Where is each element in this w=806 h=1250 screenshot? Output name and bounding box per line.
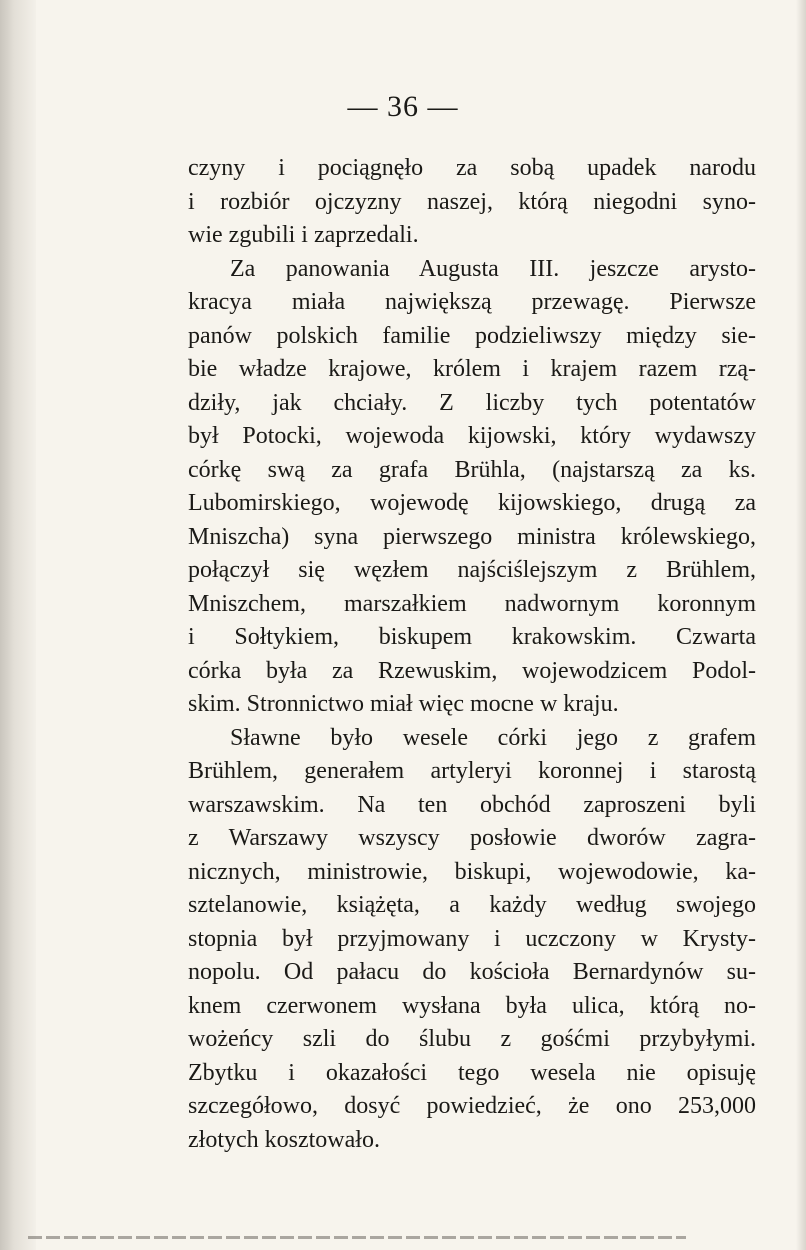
bottom-scan-artifact — [28, 1236, 686, 1239]
text-line: czyny i pociągnęło za sobą upadek narodu — [188, 155, 756, 181]
text-line: szczegółowo, dosyć powiedzieć, że ono 253,000 — [188, 1093, 756, 1119]
text-line: Zbytku i okazałości tego wesela nie opisuję — [188, 1059, 756, 1086]
text-line: kracya miała największą przewagę. Pierwsze — [188, 289, 756, 315]
text-line: Mniszcha) syna pierwszego ministra królewskiego, — [188, 523, 756, 550]
text-line: panów polskich familie podzieliwszy między sie- — [188, 322, 756, 349]
text-line: skim. Stronnictwo miał więc mocne w kraju. — [188, 691, 619, 717]
text-line: wożeńcy szli do ślubu z gośćmi przybyłymi. — [188, 1026, 756, 1052]
text-line: z Warszawy wszyscy posłowie dworów zagra- — [188, 825, 756, 851]
text-line: sztelanowie, książęta, a każdy według swojego — [188, 892, 756, 918]
body-text — [188, 152, 756, 1157]
binding-shadow — [0, 0, 36, 1250]
text-line: wie zgubili i zaprzedali. — [188, 222, 419, 248]
text-line: Za panowania Augusta III. jeszcze arysto- — [230, 255, 756, 282]
text-line: córkę swą za grafa Brühla, (najstarszą za ks. — [188, 456, 756, 483]
text-line: bie władze krajowe, królem i krajem razem rzą- — [188, 356, 756, 382]
text-line: córka była za Rzewuskim, wojewodzicem Podol- — [188, 657, 756, 684]
text-line: nicznych, ministrowie, biskupi, wojewodowie, ka- — [188, 858, 756, 885]
text-line: Mniszchem, marszałkiem nadwornym koronnym — [188, 590, 756, 617]
text-line: knem czerwonem wysłana była ulica, którą no- — [188, 992, 756, 1019]
text-line: warszawskim. Na ten obchód zaproszeni byli — [188, 791, 756, 818]
text-line: Lubomirskiego, wojewodę kijowskiego, drugą za — [188, 490, 756, 516]
page-number: — 36 — — [347, 90, 459, 123]
text-line: stopnia był przyjmowany i uczczony w Krysty- — [188, 925, 756, 952]
text-line: Brühlem, generałem artyleryi koronnej i starostą — [188, 758, 756, 784]
text-line: był Potocki, wojewoda kijowski, który wydawszy — [188, 423, 756, 449]
text-line: dziły, jak chciały. Z liczby tych potentatów — [188, 389, 756, 416]
page-edge-shadow — [796, 0, 806, 1250]
text-line: i Sołtykiem, biskupem krakowskim. Czwarta — [188, 624, 756, 650]
text-line: nopolu. Od pałacu do kościoła Bernardynów su- — [188, 959, 756, 985]
text-line: Sławne było wesele córki jego z grafem — [230, 724, 756, 751]
text-line: i rozbiór ojczyzny naszej, którą niegodni syno- — [188, 188, 756, 215]
text-line: połączył się węzłem najściślejszym z Brühlem, — [188, 557, 756, 583]
text-line: złotych kosztowało. — [188, 1126, 380, 1153]
